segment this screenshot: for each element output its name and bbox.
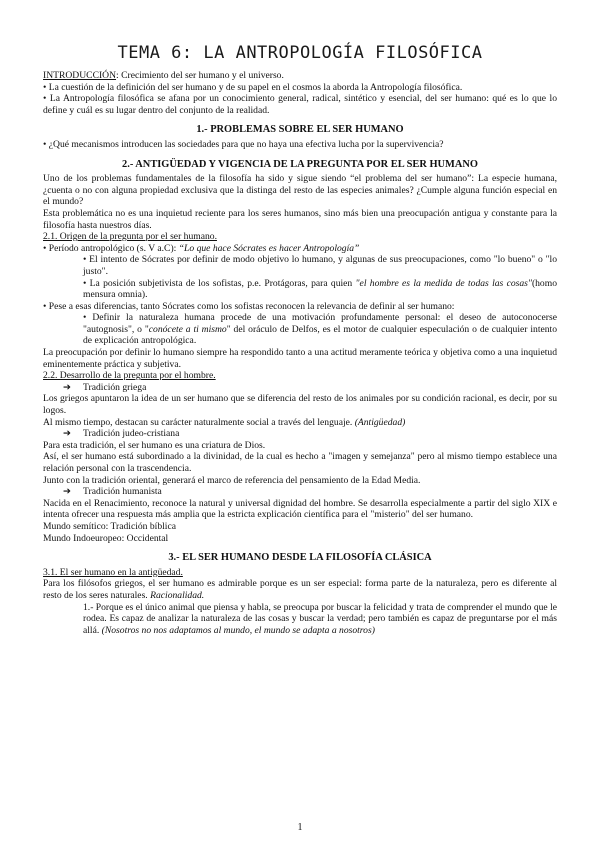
definir-bullet	[43, 312, 557, 347]
periodo-quote: “Lo que hace Sócrates es hacer Antropología”	[178, 242, 360, 254]
intro-line	[43, 70, 557, 82]
humanista-paragraph: Nacida en el Renacimiento, reconoce la natural y universal dignidad del hombre. Se desarrolla especialmente a partir del siglo XIX e intenta ofrecer una respuesta más amplia que la estricta explicación científica para el "misterio" del ser humano.	[43, 497, 557, 521]
homo-mensura: (homo mensura omnia).	[83, 277, 557, 301]
section-1-heading: 1.- PROBLEMAS SOBRE EL SER HUMANO	[196, 124, 404, 136]
document-page	[43, 42, 557, 636]
page-number: 1	[297, 822, 303, 833]
griega-paragraph-2	[43, 417, 557, 429]
point-1-text: 1.- Porque es el único animal que piensa y habla, se preocupa por buscar la felicidad y trata de comprender el mundo que le rodea. Es capaz de analizar la naturaleza de las cosas y buscar la verdad; pero también es capaz de preguntarse por el más allá.	[83, 601, 557, 636]
pese-bullet: • Pese a esas diferencias, tanto Sócrates como los sofistas reconocen la relevancia de definir al ser humano:	[43, 300, 455, 312]
section-2-paragraph-1: Uno de los problemas fundamentales de la filosofía ha sido y sigue siendo “el problema del ser humano”: La especie humana, ¿cuenta o no con alguna propiedad exclusiva que la distinga del resto de las especies animales? ¿Cumple alguna función especial en el mundo?	[43, 173, 557, 208]
tradicion-griega-label: Tradición griega	[83, 381, 147, 393]
arrow-right-icon: ➔	[63, 381, 72, 393]
sofistas-bullet	[43, 278, 557, 301]
griega-paragraph-1: Los griegos apuntaron la idea de un ser humano que se diferencia del resto de los animales por su condición racional, es decir, por su logos.	[43, 393, 557, 417]
section-1-bullet: • ¿Qué mecanismos introducen las sociedades para que no haya una efectiva lucha por la supervivencia?	[43, 138, 444, 150]
section-2-paragraph-2: Esta problemática no es una inquietud reciente para los seres humanos, sino más bien una preocupación antigua y constante para la filosofía hasta nuestros días.	[43, 207, 557, 231]
subsection-2-1: 2.1. Origen de la pregunta por el ser humano.	[43, 231, 217, 243]
definir-text-a: • Definir la naturaleza humana procede de una motivación profundamente personal: el deseo de autoconocerse "autognosis", o "	[83, 312, 557, 335]
intro-bullet-2: • La Antropología filosófica se afana por un conocimiento general, radical, sintético y esencial, del ser humano: qué es lo que lo define y cuál es su lugar dentro del conjunto de la realidad.	[43, 93, 557, 116]
sofistas-text: • La posición subjetivista de los sofistas, p.e. Protágoras, para quien	[83, 277, 356, 289]
periodo-label: • Período antropológico (s. V a.C):	[43, 242, 179, 254]
arrow-right-icon: ➔	[63, 486, 72, 498]
judeocristiana-paragraph-2: Así, el ser humano está subordinado a la divinidad, de la cual es hecho a "imagen y semejanza" pero al mismo tiempo establece una relación personal con la trascendencia.	[43, 451, 557, 474]
numbered-point-1	[43, 602, 557, 637]
conocete-quote: conócete a ti mismo	[148, 323, 227, 335]
periodo-antropologico	[43, 243, 557, 255]
section-3-paragraph-1	[43, 578, 557, 601]
point-1-note: (Nosotros no nos adaptamos al mundo, el mundo se adapta a nosotros)	[101, 624, 375, 636]
judeocristiana-paragraph-1: Para esta tradición, el ser humano es una criatura de Dios.	[43, 439, 266, 451]
protagoras-quote: "el hombre es la medida de todas las cosas"	[355, 277, 532, 289]
antiguedad-note: (Antigüedad)	[354, 416, 406, 428]
section-3-heading: 3.- EL SER HUMANO DESDE LA FILOSOFÍA CLÁSICA	[168, 552, 432, 564]
section-2-paragraph-3: La preocupación por definir lo humano siempre ha respondido tanto a una actitud meramente teórica y objetiva como a una inquietud eminentemente práctica y subjetiva.	[43, 347, 557, 370]
arrow-right-icon: ➔	[63, 428, 72, 440]
tradicion-judeocristiana-heading	[43, 428, 557, 440]
subsection-3-1: 3.1. El ser humano en la antigüedad.	[43, 566, 183, 578]
intro-label: INTRODUCCIÓN	[43, 70, 117, 81]
tradicion-griega-heading	[43, 382, 557, 394]
definir-text-c: " del oráculo de Delfos, es el motor de cualquier especulación o de cualquier intento de explicación antropológica.	[83, 323, 557, 347]
intro-text: : Crecimiento del ser humano y el universo.	[116, 70, 284, 81]
page-title: TEMA 6: LA ANTROPOLOGÍA FILOSÓFICA	[117, 43, 483, 63]
mundo-indoeuropeo: Mundo Indoeuropeo: Occidental	[43, 532, 169, 544]
section-3-text: Para los filósofos griegos, el ser humano es admirable porque es un ser especial: forma parte de la naturaleza, pero es diferente al resto de los seres naturales.	[43, 578, 557, 601]
subsection-2-2: 2.2. Desarrollo de la pregunta por el hombre.	[43, 370, 216, 382]
section-2-heading: 2.- ANTIGÜEDAD Y VIGENCIA DE LA PREGUNTA POR EL SER HUMANO	[122, 158, 478, 170]
tradicion-humanista-heading	[43, 486, 557, 498]
mundo-semitico: Mundo semítico: Tradición bíblica	[43, 520, 176, 532]
judeocristiana-paragraph-3: Junto con la tradición oriental, generará el marco de referencia del pensamiento de la Edad Media.	[43, 474, 421, 486]
tradicion-humanista-label: Tradición humanista	[83, 486, 162, 498]
socrates-bullet: • El intento de Sócrates por definir de modo objetivo lo humano, y algunas de sus preocupaciones, como "lo bueno" o "lo justo".	[83, 254, 557, 277]
intro-bullet-1: • La cuestión de la definición del ser humano y de su papel en el cosmos la aborda la Antropología filosófica.	[43, 81, 463, 93]
racionalidad-note: Racionalidad.	[150, 589, 205, 601]
tradicion-judeocristiana-label: Tradición judeo-cristiana	[83, 428, 180, 440]
griega-text: Al mismo tiempo, destacan su carácter naturalmente social a través del lenguaje.	[43, 416, 355, 428]
